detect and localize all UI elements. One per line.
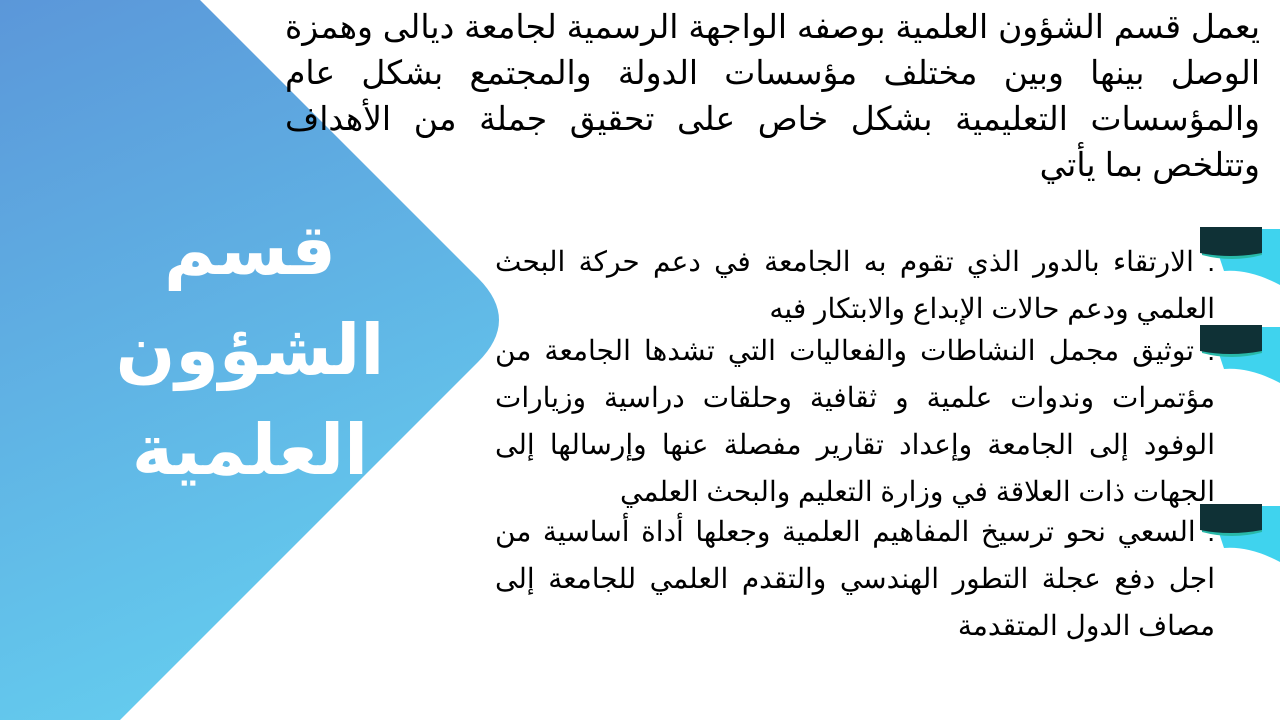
bullet-item-2: . توثيق مجمل النشاطات والفعاليات التي تشدها الجامعة من مؤتمرات وندوات علمية و ثقافية وحلقات دراسية وزيارات الوفود إلى الجامعة وإعداد تقارير مفصلة عنها وإرسالها إلى الجهات ذات العلاقة في وزارة التعليم والبحث العلمي [495,335,1215,507]
section-title-line-1: قسم [164,209,336,291]
bullet-item-1: . الارتقاء بالدور الذي تقوم به الجامعة في دعم حركة البحث العلمي ودعم حالات الإبداع والابتكار فيه [495,246,1215,324]
bullet-item-3: . السعي نحو ترسيخ المفاهيم العلمية وجعلها أداة أساسية من اجل دفع عجلة التطور الهندسي والتقدم العلمي للجامعة إلى مصاف الدول المتقدمة [495,516,1215,641]
intro-paragraph: يعمل قسم الشؤون العلمية بوصفه الواجهة الرسمية لجامعة ديالى وهمزة الوصل بينها وبين مختلف مؤسسات الدولة والمجتمع بشكل عام والمؤسسات التعليمية بشكل خاص على تحقيق جملة من الأهداف وتتلخص بما يأتي [285,8,1260,183]
section-title-line-2: الشؤون العلمية [115,309,385,491]
